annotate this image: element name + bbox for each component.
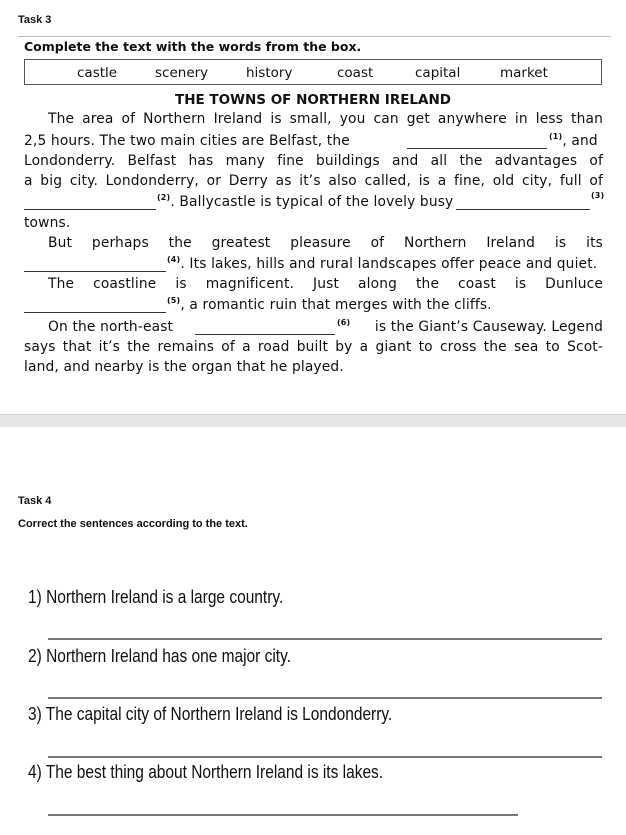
text-fragment: . Ballycastle is typical of the lovely busy: [170, 194, 454, 210]
text-line: On the north-east: [48, 319, 174, 335]
text-line: land, and nearby is the organ that he played.: [24, 359, 344, 375]
word-coast: coast: [337, 65, 374, 81]
word-history: history: [246, 65, 293, 81]
word-scenery: scenery: [155, 65, 209, 81]
text-fragment: . Its lakes, hills and rural landscapes offer peace and quiet.: [180, 256, 598, 272]
gap-number: [549, 132, 598, 150]
gap-3-blank[interactable]: [456, 197, 590, 210]
text-line: says that it’s the remains of a road built by a giant to cross the sea to Scot-: [24, 339, 603, 355]
answer-line-3[interactable]: [48, 756, 602, 758]
gap-6-blank[interactable]: [195, 322, 335, 335]
text-fragment: is the Giant’s Causeway. Legend: [374, 319, 603, 335]
gap-1-number: (1): [549, 132, 563, 141]
text-line: [337, 318, 603, 336]
gap-4-number: (4): [167, 255, 181, 264]
text-title: THE TOWNS OF NORTHERN IRELAND: [174, 92, 451, 108]
task3-label: Task 3: [18, 14, 52, 26]
text-line: [167, 296, 492, 314]
text-line: [157, 193, 453, 211]
gap-4-blank[interactable]: [24, 259, 166, 272]
answer-line-1[interactable]: [48, 638, 602, 640]
task4-page: [0, 427, 626, 835]
gap-5-number: (5): [167, 296, 181, 305]
word-market: market: [500, 65, 548, 81]
gap-3-number: (3): [591, 191, 605, 200]
sentence-2: 2) Northern Ireland has one major city.: [28, 646, 291, 666]
text-line: The area of Northern Ireland is small, you can get anywhere in less than: [48, 111, 603, 127]
task4-instruction: Correct the sentences according to the text.: [18, 518, 248, 530]
text-line: a big city. Londonderry, or Derry as it’s also called, is a fine, old city, full of: [24, 173, 603, 189]
answer-line-2[interactable]: [48, 697, 602, 699]
sentence-1: 1) Northern Ireland is a large country.: [28, 587, 284, 607]
gap-number: [591, 191, 604, 209]
page-separator: [0, 414, 626, 427]
text-line: Londonderry. Belfast has many fine buildings and all the advantages of: [24, 153, 603, 169]
word-box: [24, 59, 602, 85]
task3-instruction: Complete the text with the words from the box.: [24, 39, 362, 54]
text-line: 2,5 hours. The two main cities are Belfast, the: [24, 133, 350, 149]
text-line: towns.: [24, 215, 71, 231]
divider: [18, 36, 611, 37]
gap-1-blank[interactable]: [407, 136, 547, 149]
sentence-3: 3) The capital city of Northern Ireland is Londonderry.: [28, 704, 393, 724]
gap-5-blank[interactable]: [24, 300, 166, 313]
text-line: But perhaps the greatest pleasure of Northern Ireland is its: [48, 235, 603, 251]
task3-page: [0, 0, 626, 414]
text-fragment: , a romantic ruin that merges with the cliffs.: [180, 297, 492, 313]
gap-6-number: (6): [337, 318, 351, 327]
gap-2-number: (2): [157, 193, 171, 202]
text-line: The coastline is magnificent. Just along the coast is Dunluce: [48, 276, 603, 292]
word-capital: capital: [415, 65, 461, 81]
text-fragment: , and: [562, 133, 598, 149]
text-line: [167, 255, 597, 273]
task4-label: Task 4: [18, 495, 52, 507]
sentence-4: 4) The best thing about Northern Ireland is its lakes.: [28, 762, 384, 782]
answer-line-4[interactable]: [48, 814, 518, 816]
word-castle: castle: [77, 65, 118, 81]
gap-2-blank[interactable]: [24, 197, 156, 210]
